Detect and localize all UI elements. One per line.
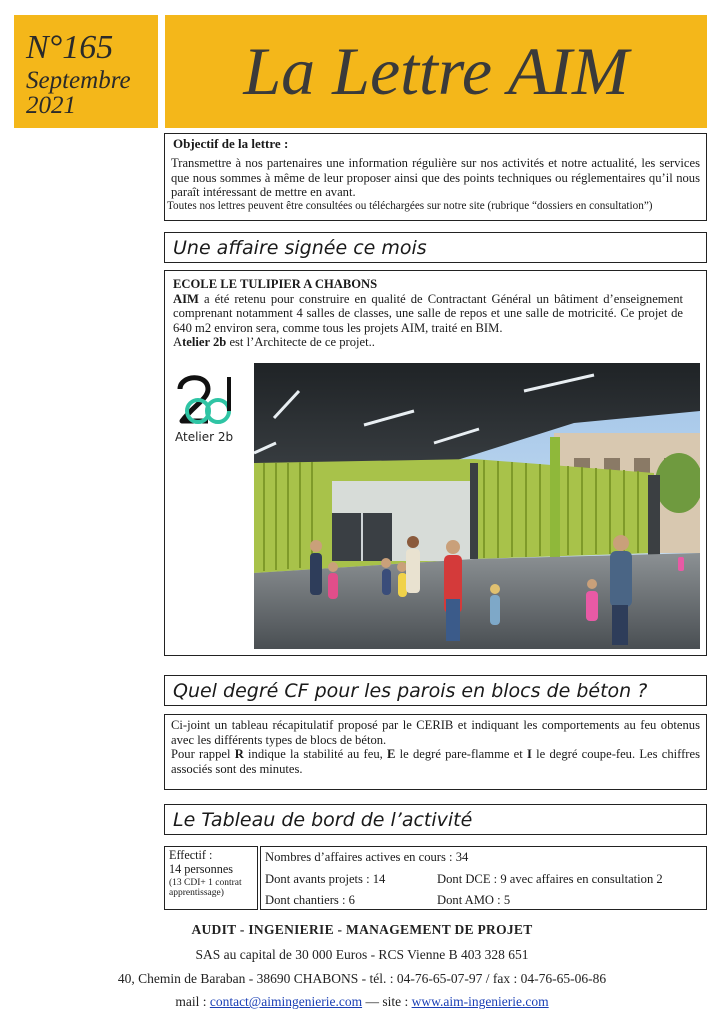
issue-number: N°165	[26, 29, 114, 66]
architect-line: Atelier 2b est l’Architecte de ce projet..	[173, 335, 375, 350]
staff-count: 14 personnes	[169, 861, 233, 876]
staff-box	[164, 846, 258, 910]
project-description: AIM a été retenu pour construire en qualité de Contractant Général un bâtiment d’enseignement comprenant notamment 4 salles de classes, une salle de repos et une salle de motricité. Ce projet de 640 m2 environ sera, comme tous les projets AIM, traité en BIM.	[173, 291, 683, 335]
objective-body: Transmettre à nos partenaires une information régulière sur nos activités et notre actualité, les services que nous sommes à même de leur proposer ainsi que des points techniques ou réglementaires qu’il nous paraît intéressant de mettre en avant.	[171, 156, 700, 199]
section-heading-fire-rating: Quel degré CF pour les parois en blocs de béton ?	[164, 675, 707, 706]
staff-detail: (13 CDI+ 1 contrat apprentissage)	[169, 878, 242, 898]
logo-label: Atelier 2b	[175, 430, 234, 444]
issue-month: Septembre	[26, 67, 131, 94]
footer-company: SAS au capital de 30 000 Euros - RCS Vienne B 403 328 651	[195, 947, 529, 962]
section-heading-dashboard: Le Tableau de bord de l’activité	[164, 804, 707, 835]
issue-year: 2021	[26, 92, 76, 119]
fire-rating-intro: Ci-joint un tableau récapitulatif proposé par le CERIB et indiquant les comportements au feu obtenus avec les différents types de blocs de béton.	[171, 718, 700, 747]
activity-box	[260, 846, 707, 910]
affair-text	[173, 277, 683, 350]
newsletter-title: La Lettre AIM	[243, 33, 629, 109]
amo-count: Dont AMO : 5	[437, 893, 511, 907]
objective-title: Objectif de la lettre :	[173, 136, 289, 151]
dce-count: Dont DCE : 9 avec affaires en consultation 2	[437, 872, 663, 886]
project-title: ECOLE LE TULIPIER A CHABONS	[173, 277, 378, 291]
objective-note: Toutes nos lettres peuvent être consultées ou téléchargées sur notre site (rubrique “dossiers en consultation”)	[167, 199, 653, 212]
sites-count: Dont chantiers : 6	[265, 893, 355, 907]
issue-badge	[14, 15, 158, 128]
fire-rating-legend: Pour rappel R indique la stabilité au feu, E le degré pare-flamme et I le degré coupe-feu. Les chiffres associés sont des minutes.	[171, 747, 700, 776]
footer-contact: mail : contact@aimingenierie.com — site : www.aim-ingenierie.com	[175, 994, 549, 1009]
pre-projects: Dont avants projets : 14	[265, 872, 386, 886]
footer-tagline: AUDIT - INGENIERIE - MANAGEMENT DE PROJET	[191, 922, 533, 937]
active-projects: Nombres d’affaires actives en cours : 34	[265, 850, 469, 864]
website-link[interactable]: www.aim-ingenierie.com	[411, 994, 549, 1009]
fire-rating-box	[164, 714, 707, 790]
school-render-image	[254, 363, 700, 649]
company-name: AIM	[173, 291, 199, 306]
affair-box	[164, 270, 707, 656]
title-banner	[165, 15, 707, 128]
email-link[interactable]: contact@aimingenierie.com	[209, 994, 363, 1009]
objective-box	[164, 133, 707, 221]
section-heading-affair: Une affaire signée ce mois	[164, 232, 707, 263]
footer-address: 40, Chemin de Baraban - 38690 CHABONS - tél. : 04-76-65-07-97 / fax : 04-76-65-06-86	[117, 971, 607, 986]
staff-label: Effectif :	[169, 848, 213, 862]
